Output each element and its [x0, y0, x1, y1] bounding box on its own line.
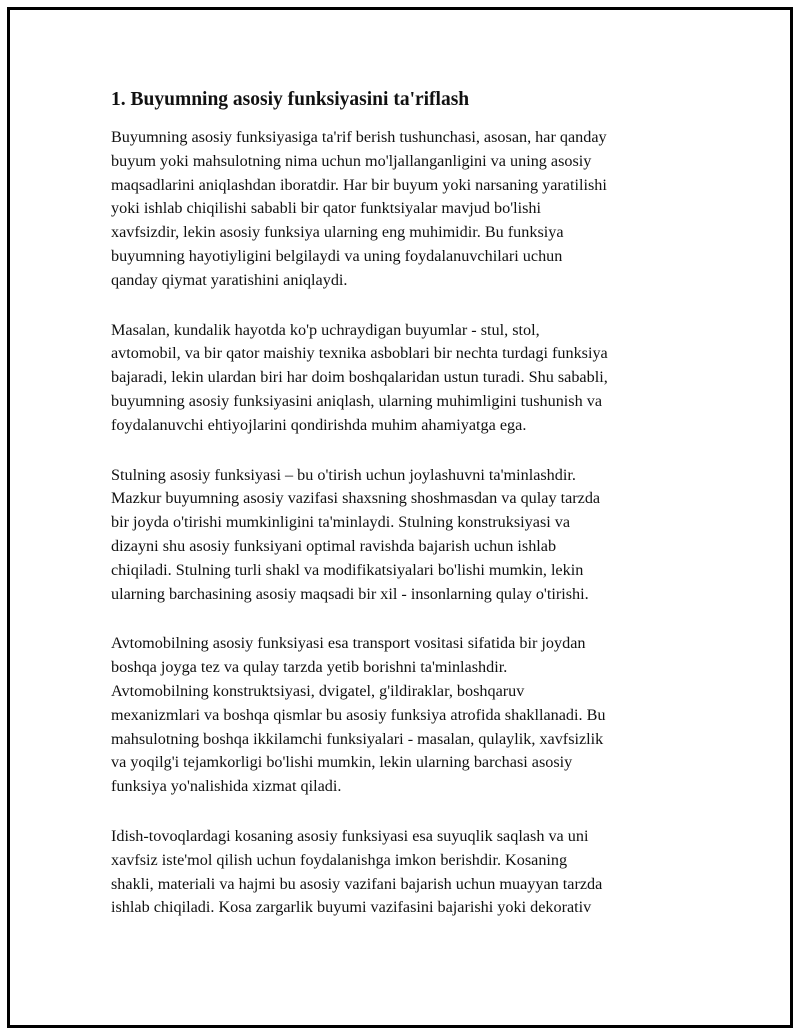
- paragraph-line: bir joyda o'tirishi mumkinligini ta'minlaydi. Stulning konstruksiyasi va: [111, 513, 571, 532]
- paragraph-line: Masalan, kundalik hayotda ko'p uchraydigan buyumlar - stul, stol,: [111, 320, 540, 339]
- paragraph-line: dizayni shu asosiy funksiyani optimal ravishda bajarish uchun ishlab: [111, 536, 557, 555]
- paragraph: [111, 319, 681, 438]
- paragraph-line: buyumning asosiy funksiyasini aniqlash, ularning muhimligini tushunish va: [111, 391, 602, 410]
- paragraph-line: yoki ishlab chiqilishi sababli bir qator funktsiyalar mavjud bo'lishi: [111, 199, 542, 218]
- paragraph-line: va yoqilg'i tejamkorligi bo'lishi mumkin, lekin ularning barchasi asosiy: [111, 753, 573, 772]
- paragraph-line: Idish-tovoqlardagi kosaning asosiy funksiyasi esa suyuqlik saqlash va uni: [111, 826, 589, 845]
- paragraph-line: funksiya yo'nalishida xizmat qiladi.: [111, 777, 342, 796]
- paragraph-line: avtomobil, va bir qator maishiy texnika asboblari bir nechta turdagi funksiya: [111, 344, 608, 363]
- section-title: 1. Buyumning asosiy funksiyasini ta'riflash: [111, 89, 470, 110]
- paragraph-line: ularning barchasining asosiy maqsadi bir xil - insonlarning qulay o'tirishi.: [111, 584, 589, 603]
- document-body: [111, 88, 681, 946]
- paragraph-line: foydalanuvchi ehtiyojlarini qondirishda muhim ahamiyatga ega.: [111, 415, 527, 434]
- paragraph-line: buyumning hayotiyligini belgilaydi va uning foydalanuvchilari uchun: [111, 246, 563, 265]
- paragraph-line: Mazkur buyumning asosiy vazifasi shaxsning shoshmasdan va qulay tarzda: [111, 489, 601, 508]
- paragraph-line: qanday qiymat yaratishini aniqlaydi.: [111, 270, 348, 289]
- paragraph-line: Buyumning asosiy funksiyasiga ta'rif berish tushunchasi, asosan, har qanday: [111, 128, 607, 146]
- paragraph: [111, 126, 681, 293]
- paragraph-line: bajaradi, lekin ulardan biri har doim boshqalaridan ustun turadi. Shu sababli,: [111, 368, 608, 387]
- paragraph-line: maqsadlarini aniqlashdan iboratdir. Har bir buyum yoki narsaning yaratilishi: [111, 175, 607, 194]
- paragraph-line: xavfsizdir, lekin asosiy funksiya ularning eng muhimidir. Bu funksiya: [111, 223, 564, 242]
- paragraph-line: shakli, materiali va hajmi bu asosiy vazifani bajarish uchun muayyan tarzda: [111, 874, 603, 893]
- paragraph-line: Avtomobilning konstruktsiyasi, dvigatel, g'ildiraklar, boshqaruv: [111, 681, 525, 700]
- paragraph: [111, 632, 681, 799]
- paragraph-list: [111, 126, 681, 920]
- paragraph-line: mahsulotning boshqa ikkilamchi funksiyalari - masalan, qulaylik, xavfsizlik: [111, 729, 604, 748]
- paragraph-line: buyum yoki mahsulotning nima uchun mo'ljallanganligini va uning asosiy: [111, 151, 592, 170]
- paragraph-line: ishlab chiqiladi. Kosa zargarlik buyumi vazifasini bajarishi yoki dekorativ: [111, 898, 592, 917]
- paragraph-line: boshqa joyga tez va qulay tarzda yetib borishni ta'minlashdir.: [111, 658, 508, 677]
- paragraph: [111, 464, 681, 607]
- paragraph-line: Avtomobilning asosiy funksiyasi esa transport vositasi sifatida bir joydan: [111, 634, 586, 653]
- paragraph-line: mexanizmlari va boshqa qismlar bu asosiy funksiya atrofida shakllanadi. Bu: [111, 705, 606, 724]
- paragraph-line: Stulning asosiy funksiyasi – bu o'tirish uchun joylashuvni ta'minlashdir.: [111, 465, 576, 484]
- paragraph: [111, 825, 681, 920]
- paragraph-line: chiqiladi. Stulning turli shakl va modifikatsiyalari bo'lishi mumkin, lekin: [111, 560, 584, 579]
- paragraph-line: xavfsiz iste'mol qilish uchun foydalanishga imkon berishdir. Kosaning: [111, 850, 568, 869]
